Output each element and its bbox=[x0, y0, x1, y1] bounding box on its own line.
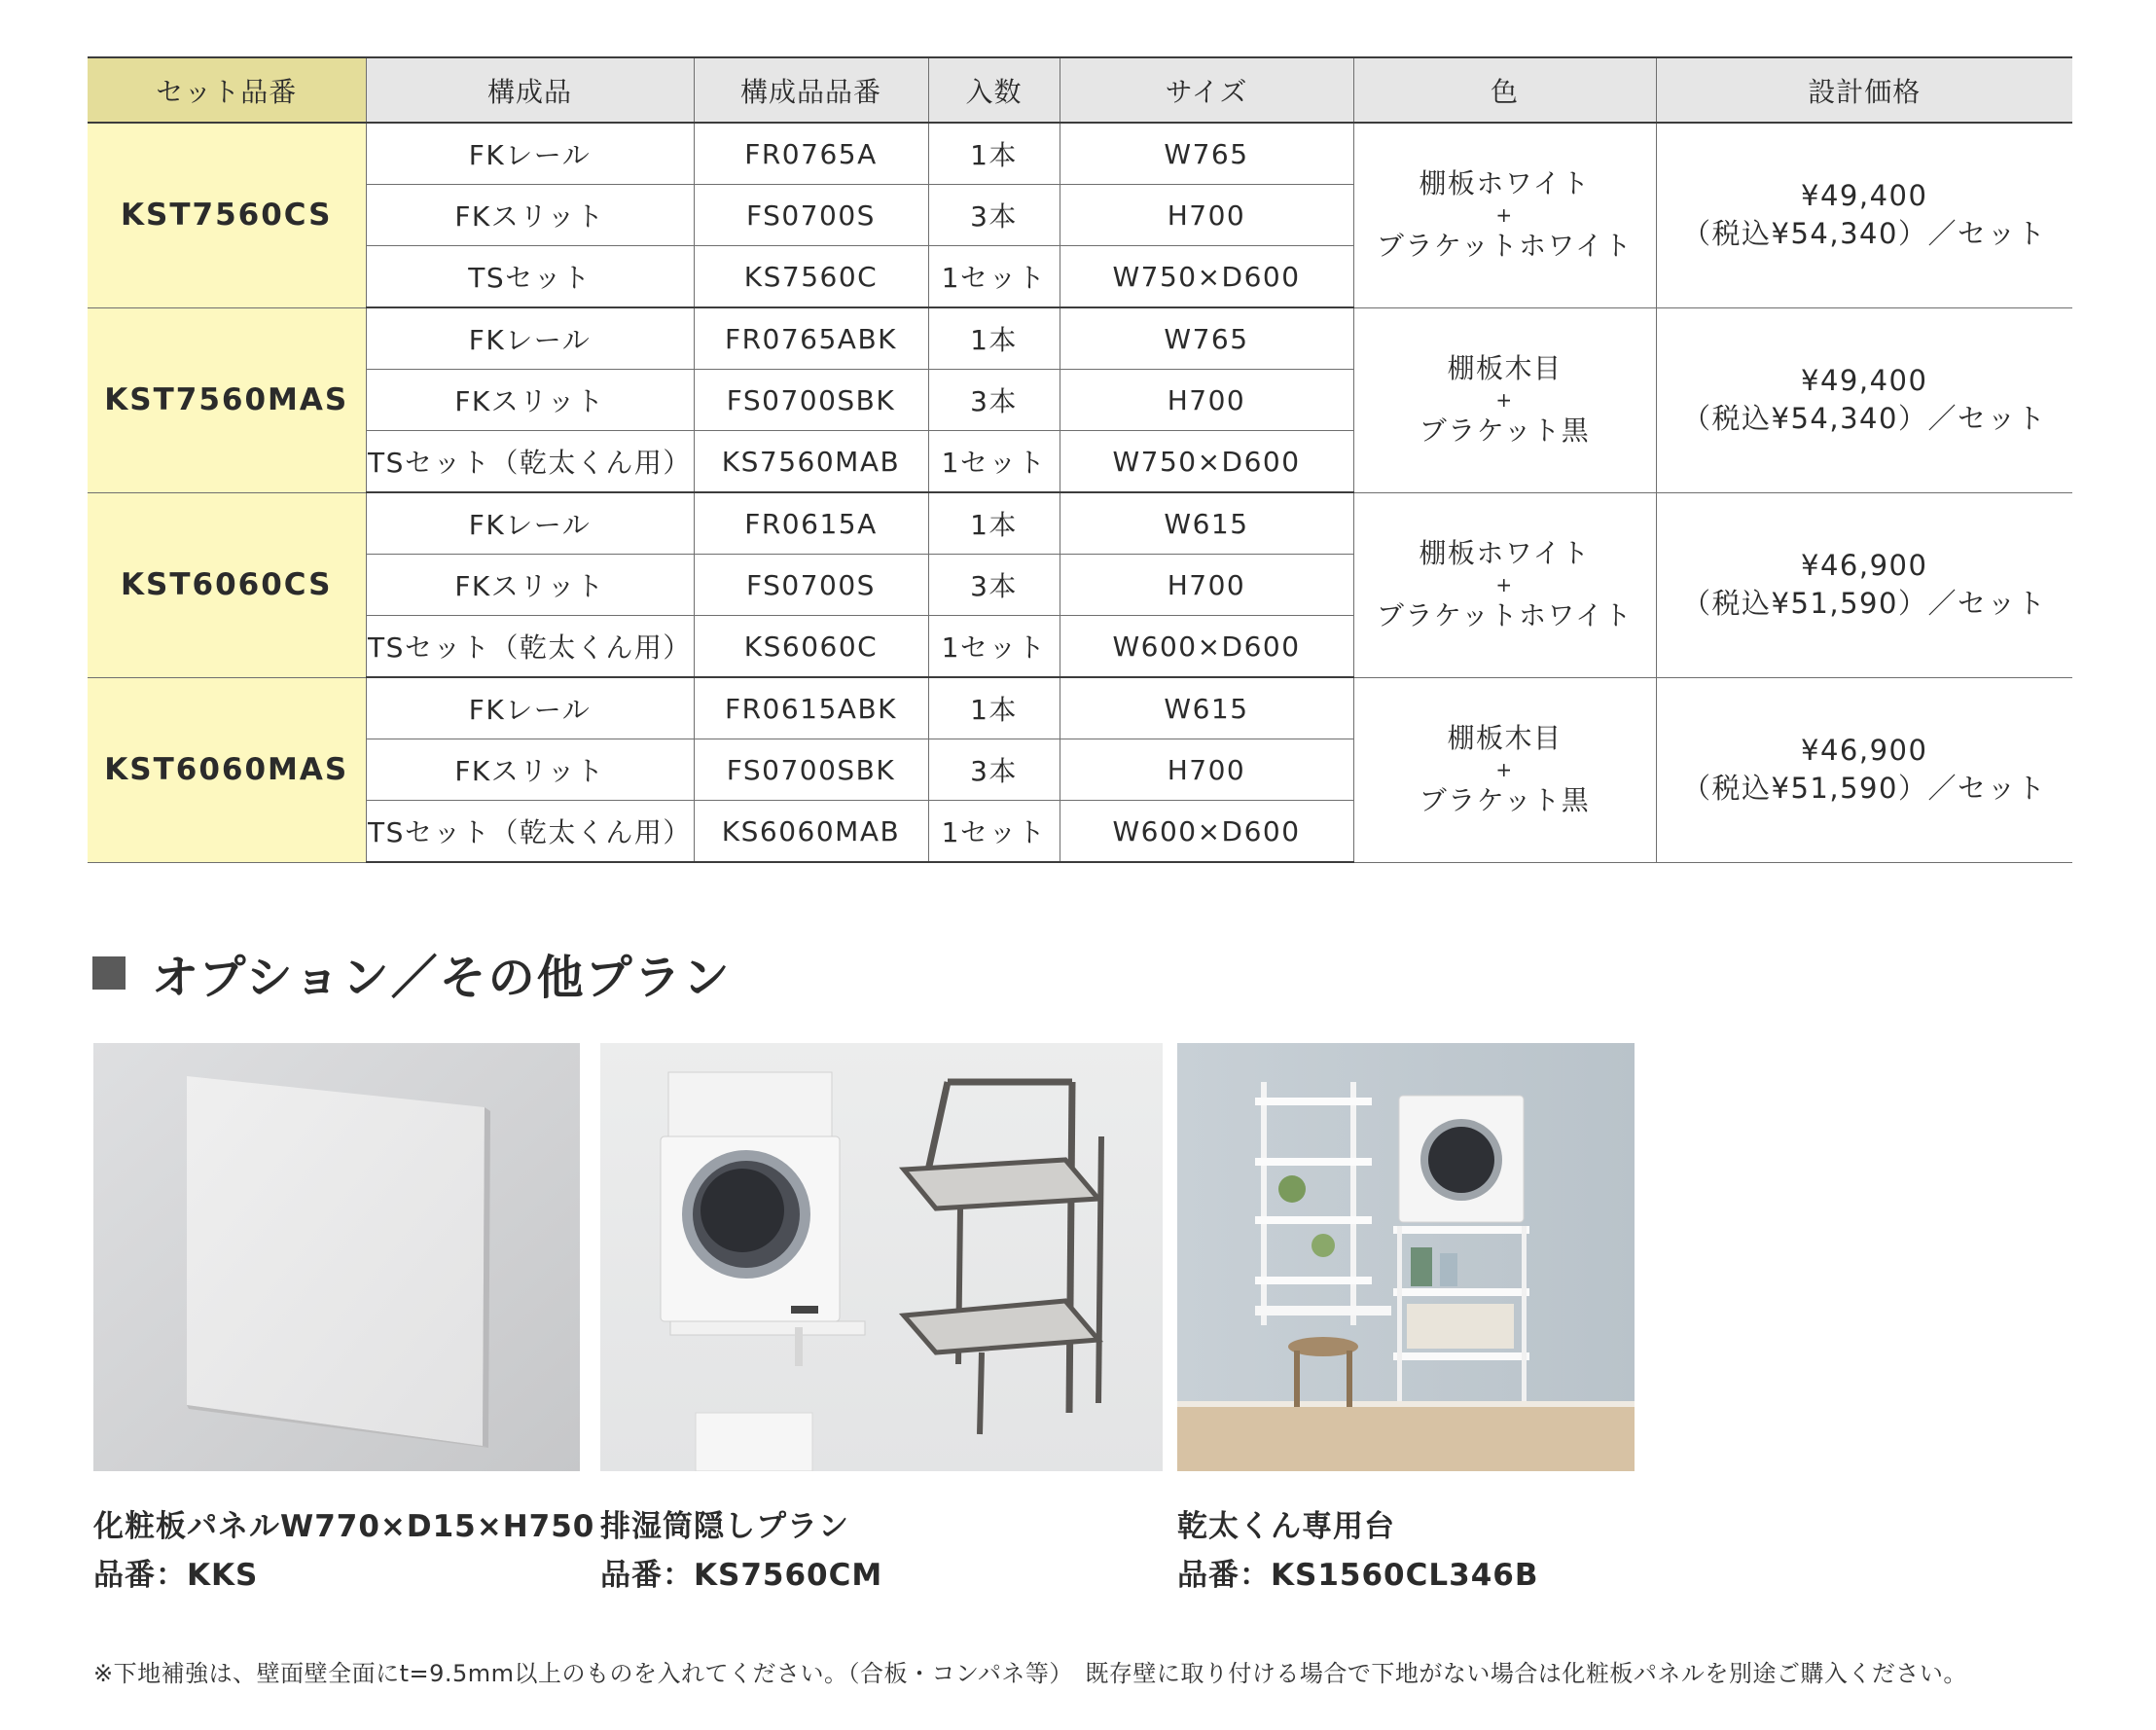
option-name: 排湿筒隠しプラン bbox=[600, 1509, 849, 1544]
part-code: FR0765A bbox=[694, 123, 928, 185]
part-name: FKスリット bbox=[366, 739, 694, 801]
part-name: FKスリット bbox=[366, 555, 694, 616]
price-value: ¥46,900 bbox=[1801, 548, 1928, 582]
color-cell bbox=[1353, 307, 1656, 492]
set-code: KST6060MAS bbox=[88, 677, 366, 862]
color-cell bbox=[1353, 677, 1656, 862]
part-size: W615 bbox=[1060, 677, 1353, 739]
option-name: 化粧板パネルW770×D15×H750 bbox=[93, 1509, 595, 1544]
part-name: TSセット（乾太くん用） bbox=[366, 431, 694, 493]
color-shelf: 棚板ホワイト bbox=[1419, 537, 1591, 570]
price-tax: （税込¥54,340）／セット bbox=[1682, 402, 2047, 435]
part-size: H700 bbox=[1060, 739, 1353, 801]
set-code: KST6060CS bbox=[88, 492, 366, 677]
header-set-code: セット品番 bbox=[88, 57, 366, 123]
option-code: 品番：KKS bbox=[93, 1558, 259, 1593]
part-qty: 1セット bbox=[928, 431, 1060, 493]
price-tax: （税込¥51,590）／セット bbox=[1682, 772, 2047, 805]
part-name: TSセット（乾太くん用） bbox=[366, 616, 694, 678]
part-code: FS0700SBK bbox=[694, 739, 928, 801]
part-qty: 1セット bbox=[928, 246, 1060, 308]
panel-photo bbox=[93, 1043, 580, 1471]
part-qty: 1本 bbox=[928, 492, 1060, 555]
part-name: TSセット bbox=[366, 246, 694, 308]
part-size: H700 bbox=[1060, 555, 1353, 616]
header-part-code: 構成品品番 bbox=[694, 57, 928, 123]
part-qty: 3本 bbox=[928, 185, 1060, 246]
price-cell bbox=[1656, 123, 2072, 307]
header-price: 設計価格 bbox=[1656, 57, 2072, 123]
vent-cover-photo-image bbox=[600, 1043, 1163, 1471]
part-size: W615 bbox=[1060, 492, 1353, 555]
price-value: ¥49,400 bbox=[1801, 363, 1928, 397]
part-size: W600×D600 bbox=[1060, 616, 1353, 678]
part-code: FS0700S bbox=[694, 185, 928, 246]
header-color: 色 bbox=[1353, 57, 1656, 123]
color-plus: + bbox=[1495, 388, 1514, 412]
dryer-stand-photo bbox=[1177, 1043, 1635, 1471]
color-bracket: ブラケットホワイト bbox=[1376, 599, 1634, 631]
color-plus: + bbox=[1495, 758, 1514, 781]
color-plus: + bbox=[1495, 203, 1514, 228]
price-value: ¥46,900 bbox=[1801, 733, 1928, 767]
price-tax: （税込¥54,340）／セット bbox=[1682, 217, 2047, 251]
part-name: FKスリット bbox=[366, 185, 694, 246]
part-code: KS7560MAB bbox=[694, 431, 928, 493]
table-header-row bbox=[88, 57, 2072, 123]
part-code: KS7560C bbox=[694, 246, 928, 308]
part-qty: 3本 bbox=[928, 370, 1060, 431]
part-code: FS0700SBK bbox=[694, 370, 928, 431]
part-code: FR0765ABK bbox=[694, 307, 928, 370]
part-size: W750×D600 bbox=[1060, 246, 1353, 308]
panel-photo-image bbox=[93, 1043, 580, 1471]
table-row bbox=[88, 307, 2072, 370]
section-title: オプション／その他プラン bbox=[152, 951, 732, 1005]
color-bracket: ブラケットホワイト bbox=[1376, 230, 1634, 263]
part-code: FR0615A bbox=[694, 492, 928, 555]
color-shelf: 棚板木目 bbox=[1447, 722, 1563, 755]
section-square-icon bbox=[92, 956, 126, 990]
header-qty: 入数 bbox=[928, 57, 1060, 123]
part-name: FKレール bbox=[366, 677, 694, 739]
part-name: TSセット（乾太くん用） bbox=[366, 801, 694, 863]
option-name: 乾太くん専用台 bbox=[1177, 1509, 1395, 1544]
part-size: W765 bbox=[1060, 307, 1353, 370]
price-cell bbox=[1656, 492, 2072, 677]
color-cell bbox=[1353, 492, 1656, 677]
header-size: サイズ bbox=[1060, 57, 1353, 123]
color-cell bbox=[1353, 123, 1656, 307]
color-shelf: 棚板木目 bbox=[1447, 352, 1563, 385]
part-qty: 1本 bbox=[928, 677, 1060, 739]
set-code: KST7560MAS bbox=[88, 307, 366, 492]
part-size: W765 bbox=[1060, 123, 1353, 185]
price-cell bbox=[1656, 307, 2072, 492]
header-part: 構成品 bbox=[366, 57, 694, 123]
footnote: ※下地補強は、壁面壁全面にt=9.5mm以上のものを入れてください。（合板・コンパネ等） 既存壁に取り付ける場合で下地がない場合は化粧板パネルを別途ご購入ください。 bbox=[93, 1660, 1967, 1687]
price-tax: （税込¥51,590）／セット bbox=[1682, 587, 2047, 620]
part-qty: 3本 bbox=[928, 555, 1060, 616]
part-code: KS6060C bbox=[694, 616, 928, 678]
part-qty: 1セット bbox=[928, 616, 1060, 678]
option-code: 品番：KS1560CL346B bbox=[1177, 1558, 1539, 1593]
table-row bbox=[88, 492, 2072, 555]
color-bracket: ブラケット黒 bbox=[1419, 784, 1591, 816]
part-size: W750×D600 bbox=[1060, 431, 1353, 493]
part-qty: 1セット bbox=[928, 801, 1060, 863]
part-code: FR0615ABK bbox=[694, 677, 928, 739]
color-plus: + bbox=[1495, 573, 1514, 596]
color-shelf: 棚板ホワイト bbox=[1419, 167, 1591, 200]
table-row bbox=[88, 123, 2072, 185]
price-value: ¥49,400 bbox=[1801, 179, 1928, 213]
part-name: FKスリット bbox=[366, 370, 694, 431]
spec-table bbox=[88, 56, 2072, 863]
part-size: H700 bbox=[1060, 185, 1353, 246]
table-row bbox=[88, 677, 2072, 739]
part-name: FKレール bbox=[366, 123, 694, 185]
dryer-stand-photo-image bbox=[1177, 1043, 1635, 1471]
part-name: FKレール bbox=[366, 307, 694, 370]
part-size: H700 bbox=[1060, 370, 1353, 431]
part-size: W600×D600 bbox=[1060, 801, 1353, 863]
option-code: 品番：KS7560CM bbox=[600, 1558, 883, 1593]
part-qty: 1本 bbox=[928, 123, 1060, 185]
part-name: FKレール bbox=[366, 492, 694, 555]
vent-cover-photo bbox=[600, 1043, 1163, 1471]
part-qty: 3本 bbox=[928, 739, 1060, 801]
set-code: KST7560CS bbox=[88, 123, 366, 307]
part-code: KS6060MAB bbox=[694, 801, 928, 863]
part-code: FS0700S bbox=[694, 555, 928, 616]
color-bracket: ブラケット黒 bbox=[1419, 414, 1591, 447]
price-cell bbox=[1656, 677, 2072, 862]
part-qty: 1本 bbox=[928, 307, 1060, 370]
